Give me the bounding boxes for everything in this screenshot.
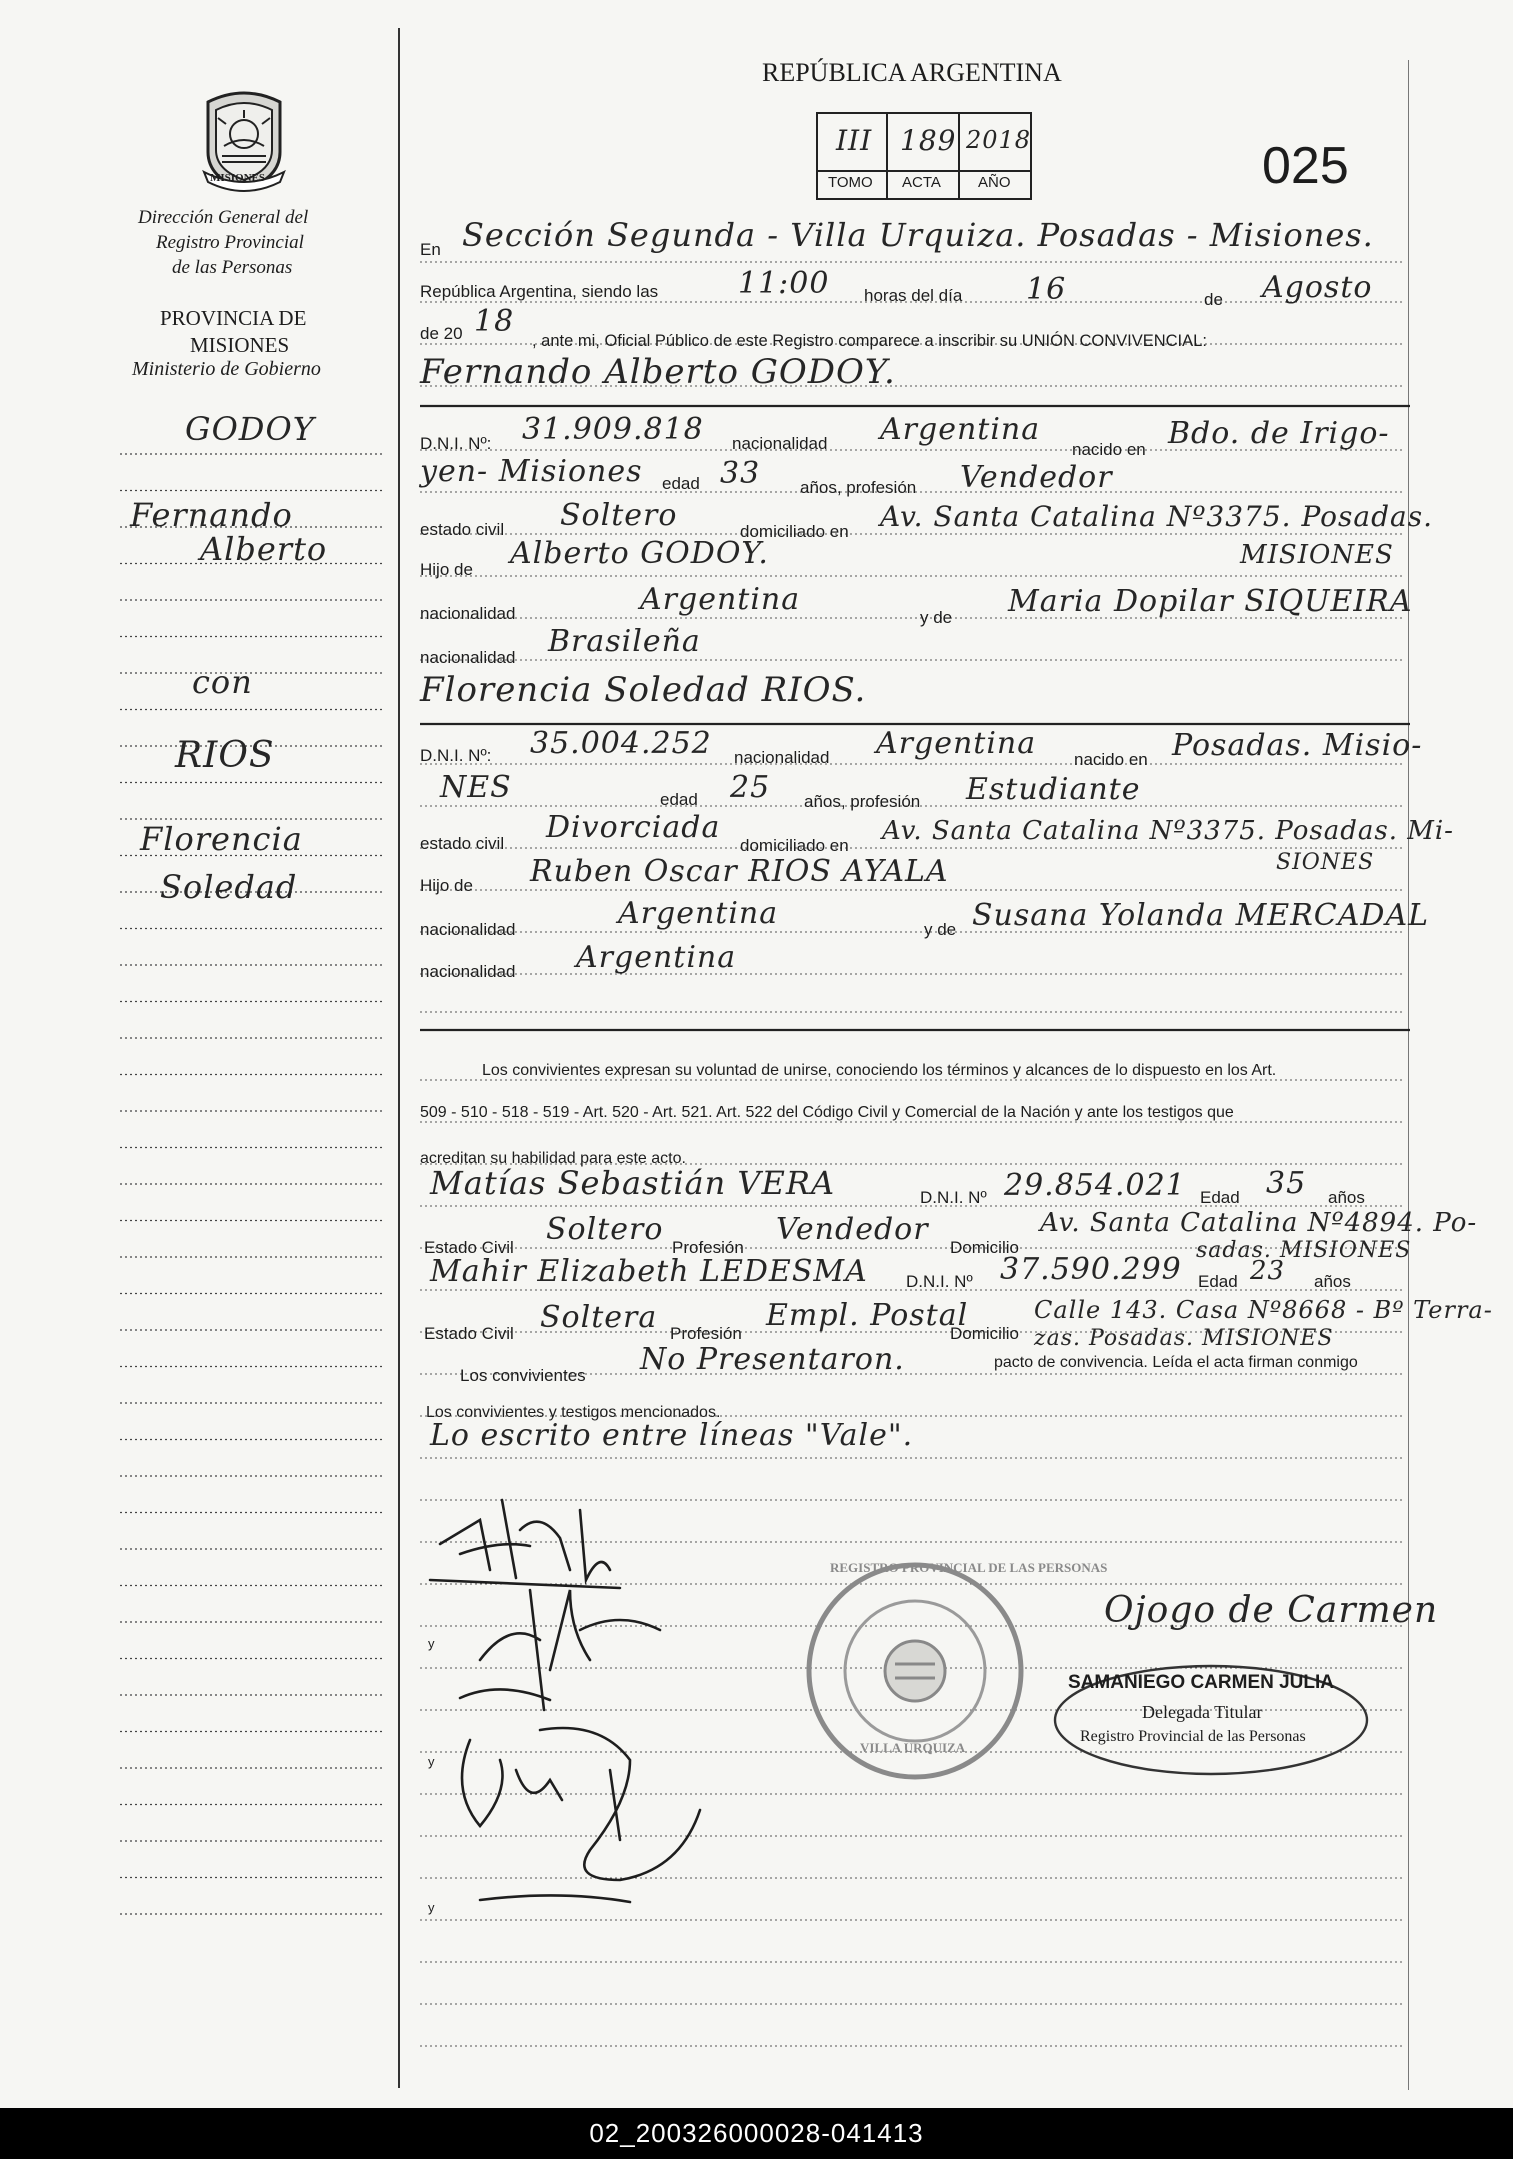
p2-birthplace-1: Posadas. Misio- bbox=[1172, 728, 1423, 763]
p2-father-nac-label: nacionalidad bbox=[420, 920, 516, 939]
p2-prof-value: Estudiante bbox=[966, 772, 1141, 807]
p1-edad-label: edad bbox=[662, 474, 700, 493]
w1-age: 35 bbox=[1266, 1166, 1307, 1201]
horas-label: horas del día bbox=[864, 286, 963, 305]
p1-birthplace-2: yen- Misiones bbox=[420, 454, 643, 489]
ante-text: , ante mi, Oficial Público de este Registro comparece a inscribir su UNIÓN CONVIVENCIAL: bbox=[532, 332, 1207, 350]
w2-age: 23 bbox=[1250, 1256, 1286, 1286]
w1-dom-label: Domicilio bbox=[950, 1238, 1019, 1257]
p1-prof-value: Vendedor bbox=[960, 460, 1113, 495]
p1-address-cont: MISIONES bbox=[1240, 540, 1394, 570]
p1-father-nac: Argentina bbox=[640, 582, 801, 617]
w1-edad-label: Edad bbox=[1200, 1188, 1240, 1207]
direction-line-3: de las Personas bbox=[172, 257, 293, 278]
p2-civil-value: Divorciada bbox=[546, 810, 721, 845]
w1-prof: Vendedor bbox=[776, 1212, 929, 1247]
scan-footer-bar bbox=[0, 2108, 1513, 2159]
person2-name: Florencia Soledad RIOS. bbox=[420, 670, 867, 710]
p1-nac-value: Argentina bbox=[880, 412, 1041, 447]
w2-edad-label: Edad bbox=[1198, 1272, 1238, 1291]
p1-nacido-label: nacido en bbox=[1072, 440, 1146, 459]
w2-dni: 37.590.299 bbox=[1000, 1252, 1182, 1287]
margin-surname-2: RIOS bbox=[175, 735, 275, 776]
seal-ribbon-text: MISIONES bbox=[210, 172, 266, 184]
p1-civil-label: estado civil bbox=[420, 520, 505, 539]
person1-name: Fernando Alberto GODOY. bbox=[420, 352, 896, 392]
margin-surname-1: GODOY bbox=[185, 410, 315, 448]
de-label: de bbox=[1204, 290, 1223, 309]
margin-ruled-lines bbox=[120, 440, 390, 1940]
p2-civil-label: estado civil bbox=[420, 834, 505, 853]
p1-birthplace-1: Bdo. de Irigo- bbox=[1168, 416, 1390, 451]
acta-value: 189 bbox=[900, 124, 957, 157]
p2-mother-nac: Argentina bbox=[576, 940, 737, 975]
w2-name: Mahir Elizabeth LEDESMA bbox=[430, 1254, 868, 1289]
p1-prof-label: años, profesión bbox=[800, 478, 917, 497]
p1-address: Av. Santa Catalina Nº3375. Posadas. bbox=[880, 500, 1433, 533]
p2-father-nac: Argentina bbox=[618, 896, 779, 931]
w2-civil: Soltera bbox=[540, 1300, 658, 1335]
w2-civil-label: Estado Civil bbox=[424, 1324, 514, 1343]
p2-father: Ruben Oscar RIOS AYALA bbox=[530, 854, 949, 889]
p1-father: Alberto GODOY. bbox=[510, 536, 769, 571]
w2-prof-label: Profesión bbox=[670, 1324, 742, 1343]
convivientes-label: Los convivientes bbox=[460, 1366, 586, 1385]
en-label: En bbox=[420, 240, 441, 259]
siendo-label: República Argentina, siendo las bbox=[420, 282, 659, 301]
p2-edad-label: edad bbox=[660, 790, 698, 809]
province-line-2: MISIONES bbox=[190, 333, 290, 357]
w2-prof: Empl. Postal bbox=[766, 1298, 969, 1333]
stamp-bottom-text: VILLA URQUIZA bbox=[860, 1740, 966, 1755]
declaration-line-2: 509 - 510 - 518 - 519 - Art. 520 - Art. 521. Art. 522 del Código Civil y Comercial de la Nación y ante los testigos que bbox=[420, 1104, 1234, 1121]
ano-label: AÑO bbox=[978, 174, 1011, 191]
p2-age-value: 25 bbox=[730, 770, 771, 805]
p1-mother: Maria Dopilar SIQUEIRA bbox=[1008, 584, 1413, 619]
stamp-top-text: REGISTRO PROVINCIAL DE LAS PERSONAS bbox=[830, 1560, 1108, 1575]
officer-name: SAMANIEGO CARMEN JULIA bbox=[1068, 1672, 1335, 1693]
p2-dni-label: D.N.I. Nº: bbox=[420, 746, 492, 765]
party-signatures bbox=[420, 1470, 750, 1920]
p1-dni-value: 31.909.818 bbox=[522, 412, 704, 447]
w1-dni: 29.854.021 bbox=[1004, 1168, 1186, 1203]
p2-nacido-label: nacido en bbox=[1074, 750, 1148, 769]
w2-address: Calle 143. Casa Nº8668 - Bº Terra- bbox=[1034, 1296, 1493, 1324]
p2-prof-label: años, profesión bbox=[804, 792, 921, 811]
y-mark-2: y bbox=[428, 1754, 435, 1769]
declaration-line-1: Los convivientes expresan su voluntad de unirse, conociendo los términos y alcances de lo dispuesto en los Art. bbox=[482, 1062, 1277, 1079]
w1-prof-label: Profesión bbox=[672, 1238, 744, 1257]
w2-dom-label: Domicilio bbox=[950, 1324, 1019, 1343]
province-line-1: PROVINCIA DE bbox=[160, 306, 307, 330]
place-value: Sección Segunda - Villa Urquiza. Posadas - Misiones. bbox=[462, 216, 1374, 254]
p1-father-nac-label: nacionalidad bbox=[420, 604, 516, 623]
p1-mother-nac-label: nacionalidad bbox=[420, 648, 516, 667]
w1-dni-label: D.N.I. Nº bbox=[920, 1188, 987, 1207]
p2-yde-label: y de bbox=[924, 920, 957, 939]
p2-mother: Susana Yolanda MERCADAL bbox=[972, 898, 1430, 933]
pact-text: pacto de convivencia. Leída el acta firman conmigo bbox=[994, 1354, 1358, 1371]
officer-office: Registro Provincial de las Personas bbox=[1080, 1728, 1306, 1745]
month-value: Agosto bbox=[1262, 270, 1373, 305]
p1-mother-nac: Brasileña bbox=[548, 624, 701, 659]
w1-civil-label: Estado Civil bbox=[424, 1238, 514, 1257]
p1-nac-label: nacionalidad bbox=[732, 434, 828, 453]
p1-dom-label: domiciliado en bbox=[740, 522, 849, 541]
acta-label: ACTA bbox=[902, 174, 941, 191]
ministry: Ministerio de Gobierno bbox=[132, 358, 321, 380]
acta-number: 025 bbox=[1262, 137, 1349, 195]
country-title: REPÚBLICA ARGENTINA bbox=[762, 58, 1062, 87]
w1-name: Matías Sebastián VERA bbox=[430, 1164, 836, 1202]
w1-anos-label: años bbox=[1328, 1188, 1365, 1207]
declaration-line-3: acreditan su habilidad para este acto. bbox=[420, 1150, 686, 1167]
year-value: 18 bbox=[474, 304, 515, 339]
margin-name-2a: Florencia bbox=[140, 820, 303, 858]
pact-value: No Presentaron. bbox=[640, 1342, 905, 1377]
margin-line bbox=[398, 28, 400, 2088]
day-value: 16 bbox=[1026, 272, 1067, 307]
ano-value: 2018 bbox=[966, 126, 1032, 154]
tomo-value: III bbox=[836, 124, 873, 157]
p2-address-cont: SIONES bbox=[1276, 850, 1375, 875]
p1-age-value: 33 bbox=[720, 456, 761, 491]
p2-mother-nac-label: nacionalidad bbox=[420, 962, 516, 981]
tomo-label: TOMO bbox=[828, 174, 873, 191]
w1-address: Av. Santa Catalina Nº4894. Po- bbox=[1040, 1208, 1478, 1238]
p1-civil-value: Soltero bbox=[560, 498, 678, 533]
interlineado-note: Lo escrito entre líneas "Vale". bbox=[430, 1418, 914, 1453]
w1-civil: Soltero bbox=[546, 1212, 664, 1247]
margin-name-1a: Fernando bbox=[130, 496, 293, 534]
w1-address-cont: sadas. MISIONES bbox=[1196, 1238, 1412, 1263]
p1-hijo-label: Hijo de bbox=[420, 560, 473, 579]
p2-hijo-label: Hijo de bbox=[420, 876, 473, 895]
p2-nac-label: nacionalidad bbox=[734, 748, 830, 767]
p2-dom-label: domiciliado en bbox=[740, 836, 849, 855]
p1-yde-label: y de bbox=[920, 608, 953, 627]
margin-con: con bbox=[192, 663, 253, 701]
p1-dni-label: D.N.I. Nº: bbox=[420, 434, 492, 453]
margin-name-2b: Soledad bbox=[160, 868, 298, 906]
y-mark-1: y bbox=[428, 1636, 435, 1651]
year-prefix: de 20 bbox=[420, 324, 463, 343]
p2-birthplace-2: NES bbox=[440, 770, 512, 805]
w2-address-cont: zas. Posadas. MISIONES bbox=[1034, 1326, 1334, 1351]
scan-code: 02_200326000028-041413 bbox=[589, 2118, 924, 2148]
direction-line-2: Registro Provincial bbox=[156, 232, 304, 253]
mention-text: Los convivientes y testigos mencionados. bbox=[426, 1404, 721, 1421]
direction-line-1: Dirección General del bbox=[138, 207, 309, 228]
p2-dni-value: 35.004.252 bbox=[530, 726, 712, 761]
officer-signature: Ojogo de Carmen bbox=[1104, 1590, 1439, 1631]
officer-title: Delegada Titular bbox=[1142, 1702, 1263, 1722]
w2-dni-label: D.N.I. Nº bbox=[906, 1272, 973, 1291]
hour-value: 11:00 bbox=[738, 266, 830, 301]
p2-address: Av. Santa Catalina Nº3375. Posadas. Mi- bbox=[882, 816, 1454, 846]
w2-anos-label: años bbox=[1314, 1272, 1351, 1291]
y-mark-3: y bbox=[428, 1900, 435, 1915]
margin-name-1b: Alberto bbox=[200, 530, 328, 568]
p2-nac-value: Argentina bbox=[876, 726, 1037, 761]
